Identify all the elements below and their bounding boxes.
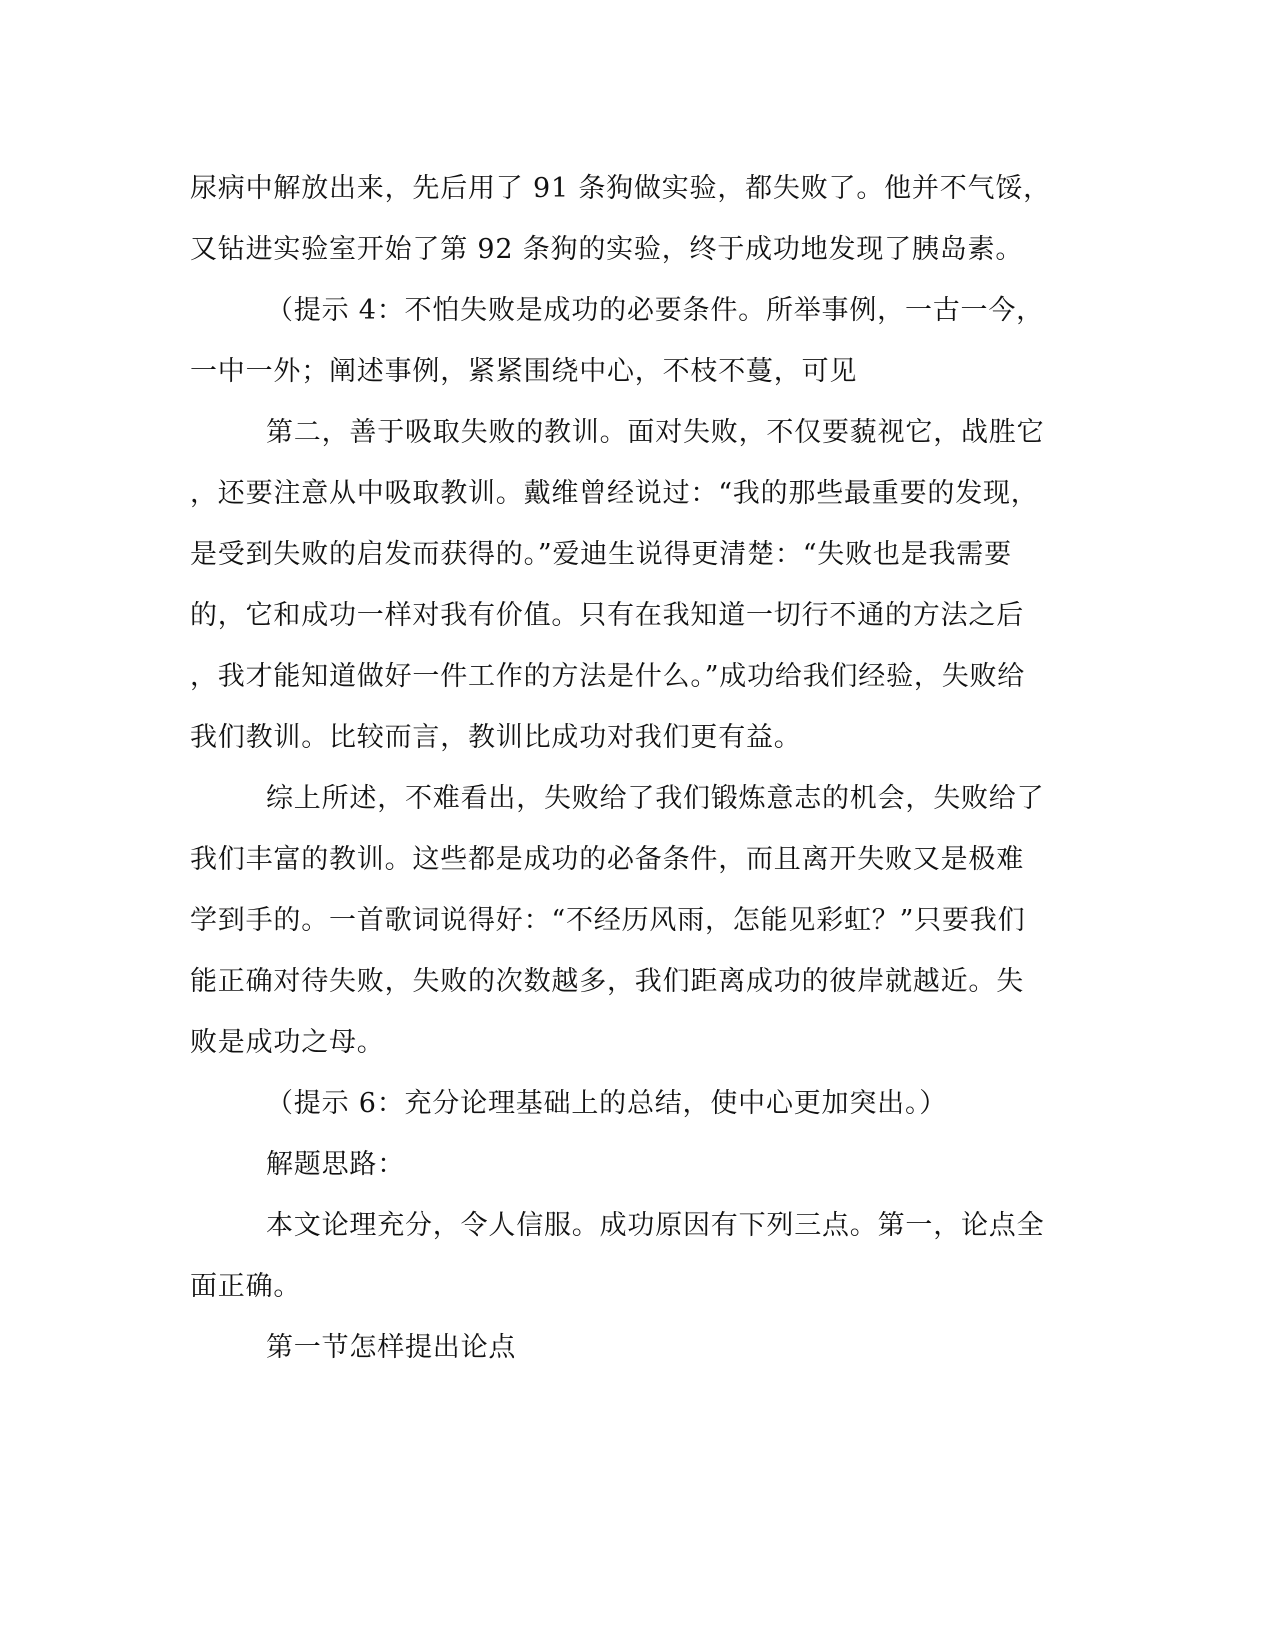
hint-line: （提示 6：充分论理基础上的总结，使中心更加突出。）	[266, 1088, 948, 1119]
text-line: 败是成功之母。	[190, 1027, 385, 1058]
text-line: 面正确。	[190, 1271, 302, 1302]
text-line: 我们教训。比较而言，教训比成功对我们更有益。	[190, 722, 802, 753]
text-line: 一中一外；阐述事例，紧紧围绕中心，不枝不蔓，可见	[190, 356, 858, 387]
paragraph-start: 第二，善于吸取失败的教训。面对失败，不仅要藐视它，战胜它	[266, 417, 1045, 448]
section-label: 解题思路：	[266, 1149, 405, 1180]
text-line: 学到手的。一首歌词说得好：“不经历风雨，怎能见彩虹？”只要我们	[190, 905, 1026, 936]
paragraph-start: 本文论理充分，令人信服。成功原因有下列三点。第一，论点全	[266, 1210, 1045, 1241]
text-line: ，还要注意从中吸取教训。戴维曾经说过：“我的那些最重要的发现，	[190, 478, 1039, 509]
section-heading: 第一节怎样提出论点	[266, 1332, 517, 1363]
paragraph-start: 综上所述，不难看出，失败给了我们锻炼意志的机会，失败给了	[266, 783, 1045, 814]
text-line: ，我才能知道做好一件工作的方法是什么。”成功给我们经验，失败给	[190, 661, 1026, 692]
text-line: 尿病中解放出来，先后用了 91 条狗做实验，都失败了。他并不气馁，	[190, 173, 1051, 204]
text-line: 能正确对待失败，失败的次数越多，我们距离成功的彼岸就越近。失	[190, 966, 1024, 997]
text-line: 是受到失败的启发而获得的。”爱迪生说得更清楚：“失败也是我需要	[190, 539, 1012, 570]
text-line: 的，它和成功一样对我有价值。只有在我知道一切行不通的方法之后	[190, 600, 1024, 631]
text-line: 我们丰富的教训。这些都是成功的必备条件，而且离开失败又是极难	[190, 844, 1024, 875]
text-line: 又钻进实验室开始了第 92 条狗的实验，终于成功地发现了胰岛素。	[190, 234, 1024, 265]
hint-line: （提示 4：不怕失败是成功的必要条件。所举事例，一古一今，	[266, 295, 1044, 326]
